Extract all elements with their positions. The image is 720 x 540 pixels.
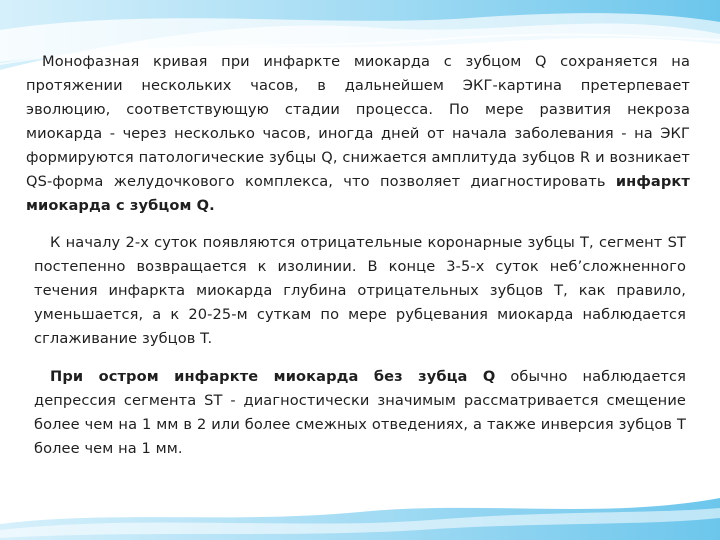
paragraph-monophasic-curve xyxy=(22,50,690,218)
paragraph-3-bold: При остром инфаркте миокарда без зубца Q xyxy=(50,368,496,385)
paragraph-1-bold: инфаркт миокарда с зубцом Q. xyxy=(26,173,690,214)
paragraph-2-text: К началу 2-х суток появляются отрицательные коронарные зубцы T, сегмент ST постепенно возвращается к изолинии. В конце 3-5-х суток неб’сложненного течения инфаркта миокарда глубина отрицательных зубцов T, как правило, уменьшается, а к 20-25-м суткам по мере рубцевания миокарда наблюдается сглаживание зубцов T. xyxy=(34,234,686,347)
slide-text-content xyxy=(22,50,690,461)
paragraph-negative-t-waves xyxy=(22,231,690,351)
paragraph-1-text: Монофазная кривая при инфаркте миокарда с зубцом Q сохраняется на протяжении нескольких часов, в дальнейшем ЭКГ-картина претерпевает эволюцию, соответствующую стадии процесса. По мере развития некроза миокарда - через несколько часов, иногда дней от начала заболевания - на ЭКГ формируются патологические зубцы Q, снижается амплитуда зубцов R и возникает QS-форма желудочкового комплекса, что позволяет диагностировать xyxy=(26,53,690,190)
paragraph-non-q-infarction xyxy=(22,365,690,461)
paragraph-3-text: обычно наблюдается депрессия сегмента ST - диагностически значимым рассматривается смещение более чем на 1 мм в 2 или более смежных отведениях, а также инверсия зубцов T более чем на 1 мм. xyxy=(34,368,686,457)
